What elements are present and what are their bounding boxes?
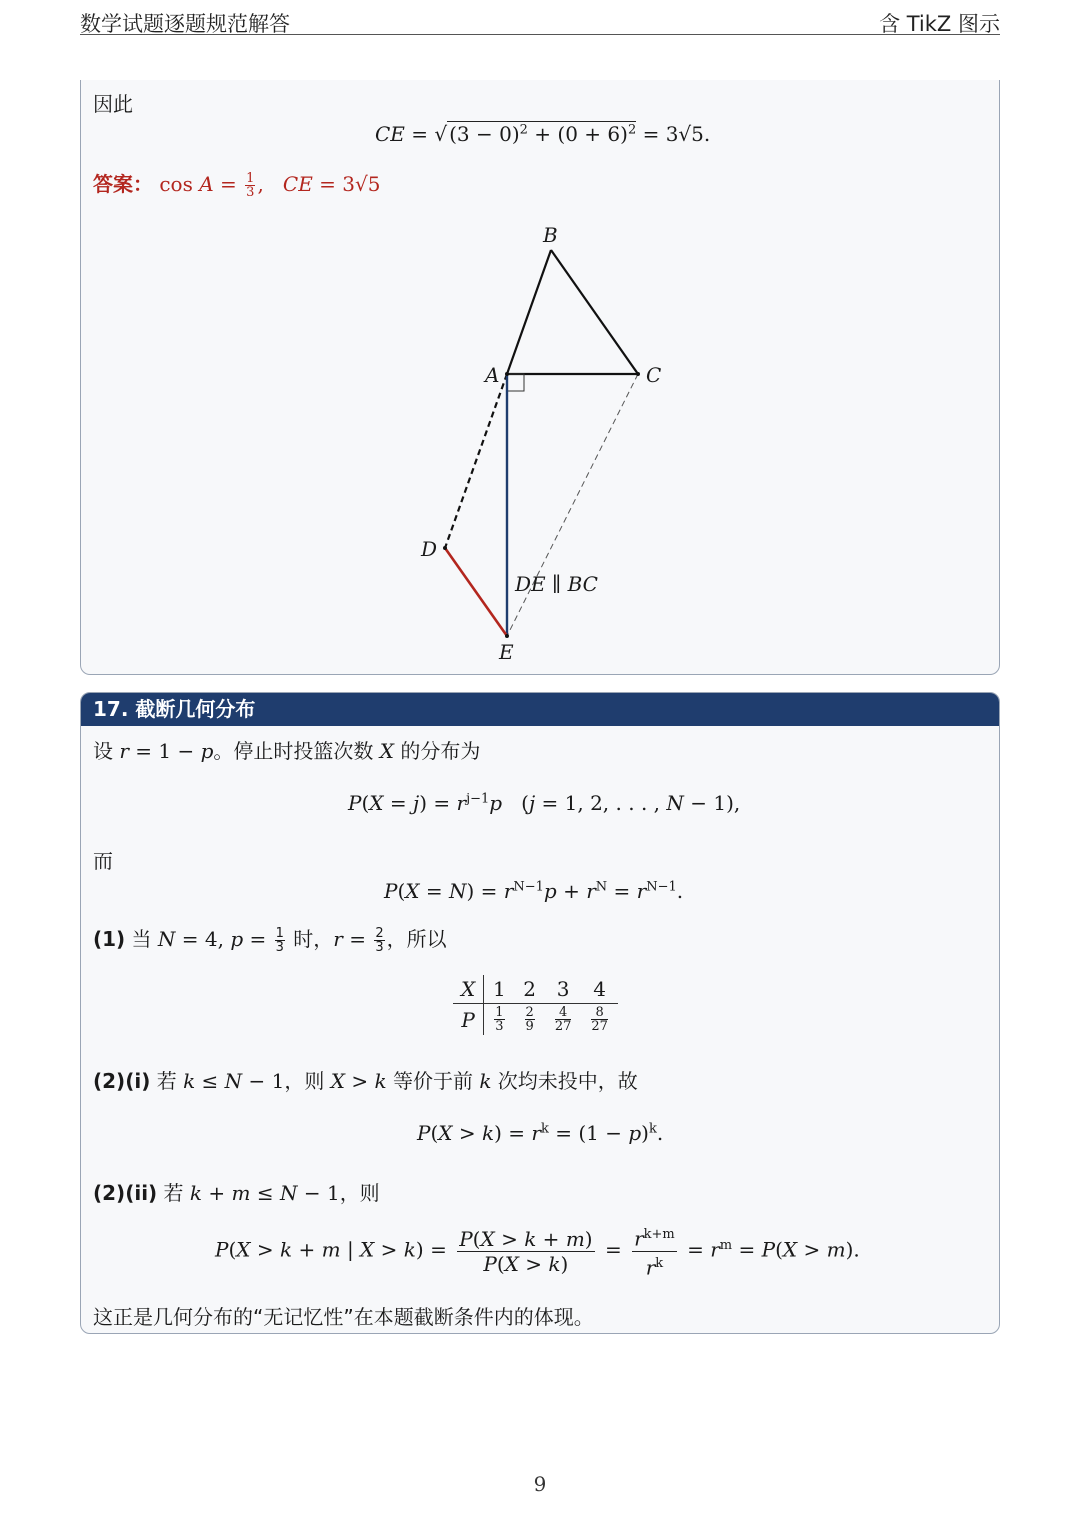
distribution-table: X 1 2 3 4 P $\frac{1}{3}$ $\frac{2}{9}$ $\frac{4}{27}$ $\frac{8}{27}$ [453, 975, 618, 1035]
header-right: 含 TikZ 图示 [879, 12, 1000, 36]
segment-ad [445, 374, 507, 548]
label-c: C [646, 363, 662, 387]
conclusion: 这正是几何分布的“无记忆性”在本题截断条件内的体现。 [93, 1305, 594, 1329]
intro-text: 设 r = 1 − p。停止时投篮次数 X 的分布为 [93, 739, 481, 763]
running-header [80, 6, 1000, 35]
label-b: B [543, 223, 558, 247]
label-e: E [499, 640, 514, 664]
header-left: 数学试题逐题规范解答 [80, 12, 290, 36]
segment-de [445, 548, 507, 636]
parallel-note: DE ∥ BC [515, 572, 598, 596]
row-label-p: P [453, 1004, 484, 1036]
row-label-x: X [453, 975, 484, 1004]
segment-ce [507, 374, 638, 636]
label-d: D [421, 537, 438, 561]
segment-bc [551, 250, 638, 374]
segment-ab [507, 250, 551, 374]
solution-box-17 [80, 692, 1000, 1334]
and-text: 而 [93, 849, 113, 873]
formula-1: $P(X = j) = r^{j-1}p$ (j = 1, 2, . . . , N − 1), [348, 791, 741, 815]
answer-line: 答案： cos A = $\frac{1}{3}$ , CE = 3√5 [93, 171, 381, 200]
ce-formula: CE = √ $(3 - 0)^2 + (0 + 6)^2 = 3√5$. [375, 122, 711, 146]
section-title: 17. 截断几何分布 [81, 693, 999, 726]
formula-3: $P(X > k) = r^k = (1 - p)^k$. [417, 1121, 664, 1145]
formula-2: $P(X = N) = r^{N-1}p + r^N = r^{N-1}$. [384, 879, 684, 903]
right-angle-mark [507, 374, 524, 391]
formula-4: P(X > k + m | X > k) = $\frac{P(X > k + m)}{P(X > k)}$ = $\frac{r^{k+m}}{r^k}$ = $r^m = P(X > m)$. [215, 1223, 860, 1279]
part-2i: (2)(i) 若 k ≤ N − 1，则 X > k 等价于前 k 次均未投中，故 [93, 1069, 638, 1093]
answer-label: 答案： [93, 172, 153, 196]
label-a: A [485, 363, 500, 387]
solution-box-16 [80, 80, 1000, 675]
part-2ii: (2)(ii) 若 k + m ≤ N − 1，则 [93, 1181, 380, 1205]
therefore-text: 因此 [93, 92, 133, 116]
part-1: (1) 当 N = 4, p = $\frac{1}{3}$ 时，r = $\frac{2}{3}$ ，所以 [93, 926, 447, 955]
page-number: 9 [533, 1472, 547, 1496]
